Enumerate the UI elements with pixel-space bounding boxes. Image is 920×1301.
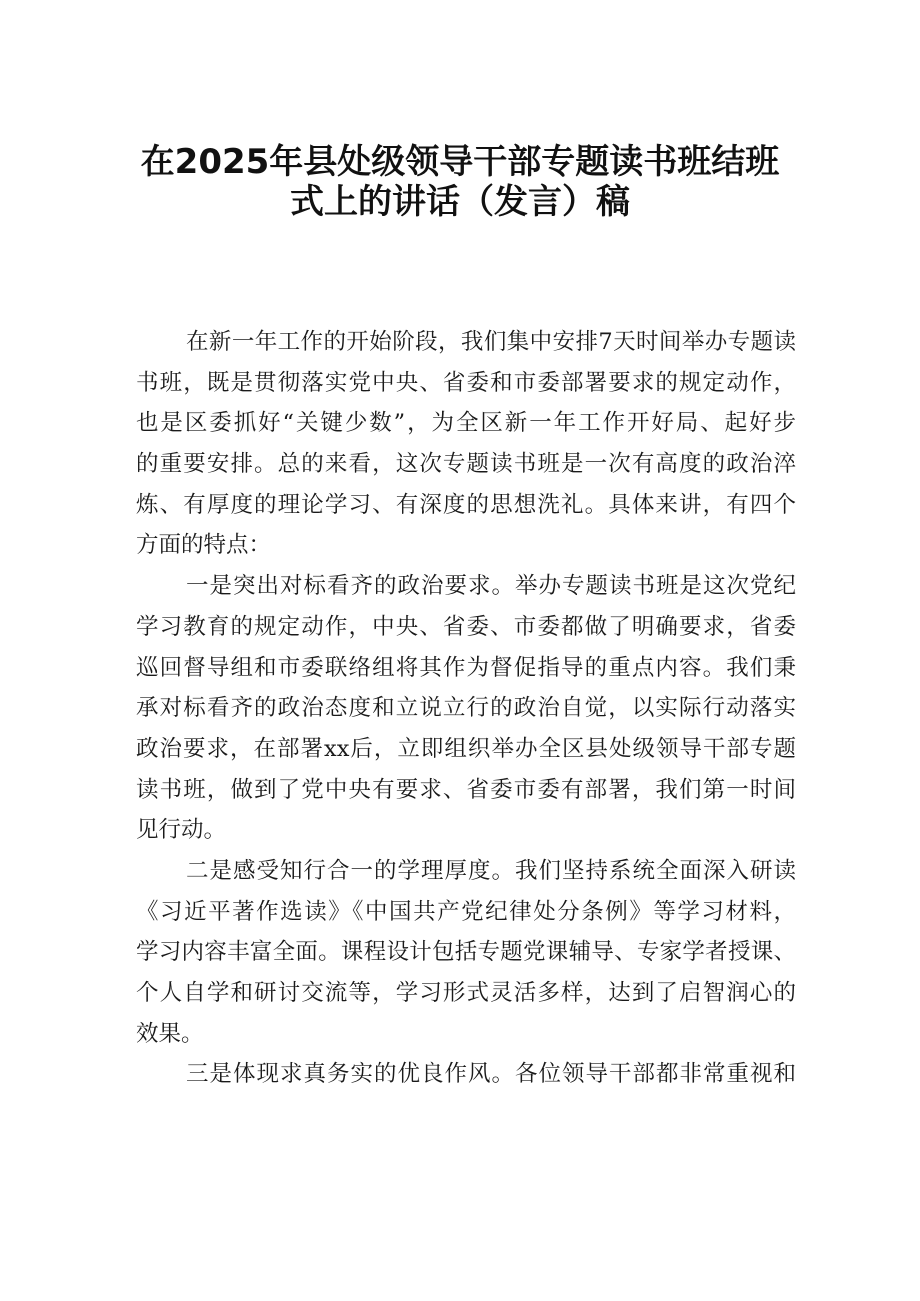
- paragraph-line: 个人自学和研讨交流等，学习形式灵活多样，达到了启智润心的: [136, 980, 796, 1006]
- paragraph-4: [136, 1054, 796, 1095]
- document-body: [136, 322, 796, 1095]
- paragraph-line: 承对标看齐的政治态度和立说立行的政治自觉，以实际行动落实: [136, 695, 796, 722]
- paragraph-line: 的重要安排。总的来看，这次专题读书班是一次有高度的政治淬: [136, 451, 796, 478]
- paragraph-line: 学习内容丰富全面。课程设计包括专题党课辅导、专家学者授课、: [136, 939, 796, 966]
- paragraph-line: 在新一年工作的开始阶段，我们集中安排7天时间举办专题读: [186, 329, 796, 355]
- paragraph-line: 巡回督导组和市委联络组将其作为督促指导的重点内容。我们秉: [136, 654, 796, 681]
- paragraph-line: 读书班，做到了党中央有要求、省委市委有部署，我们第一时间: [136, 776, 796, 803]
- paragraph-line: 书班，既是贯彻落实党中央、省委和市委部署要求的规定动作，: [136, 369, 796, 396]
- paragraph-line: 见行动。: [136, 817, 227, 844]
- paragraph-line: 政治要求，在部署xx后，立即组织举办全区县处级领导干部专题: [136, 735, 796, 762]
- paragraph-line: 方面的特点：: [136, 532, 272, 559]
- paragraph-line: 也是区委抓好“关键少数”，为全区新一年工作开好局、起好步: [136, 410, 796, 437]
- paragraph-1: [136, 322, 796, 566]
- paragraph-line: 二是感受知行合一的学理厚度。我们坚持系统全面深入研读: [186, 857, 796, 884]
- paragraph-line: 三是体现求真务实的优良作风。各位领导干部都非常重视和: [186, 1061, 796, 1088]
- document-title-line-2: 式上的讲话（发言）稿: [290, 182, 630, 222]
- paragraph-line: 效果。: [136, 1020, 204, 1047]
- paragraph-line: 《习近平著作选读》《中国共产党纪律处分条例》等学习材料，: [136, 898, 796, 925]
- document-title-line-1: 在2025年县处级领导干部专题读书班结班: [140, 142, 780, 182]
- paragraph-2: [136, 566, 796, 851]
- paragraph-line: 学习教育的规定动作，中央、省委、市委都做了明确要求，省委: [136, 613, 796, 640]
- paragraph-line: 一是突出对标看齐的政治要求。举办专题读书班是这次党纪: [186, 573, 796, 600]
- paragraph-line: 炼、有厚度的理论学习、有深度的思想洗礼。具体来讲，有四个: [136, 491, 796, 518]
- paragraph-3: [136, 851, 796, 1054]
